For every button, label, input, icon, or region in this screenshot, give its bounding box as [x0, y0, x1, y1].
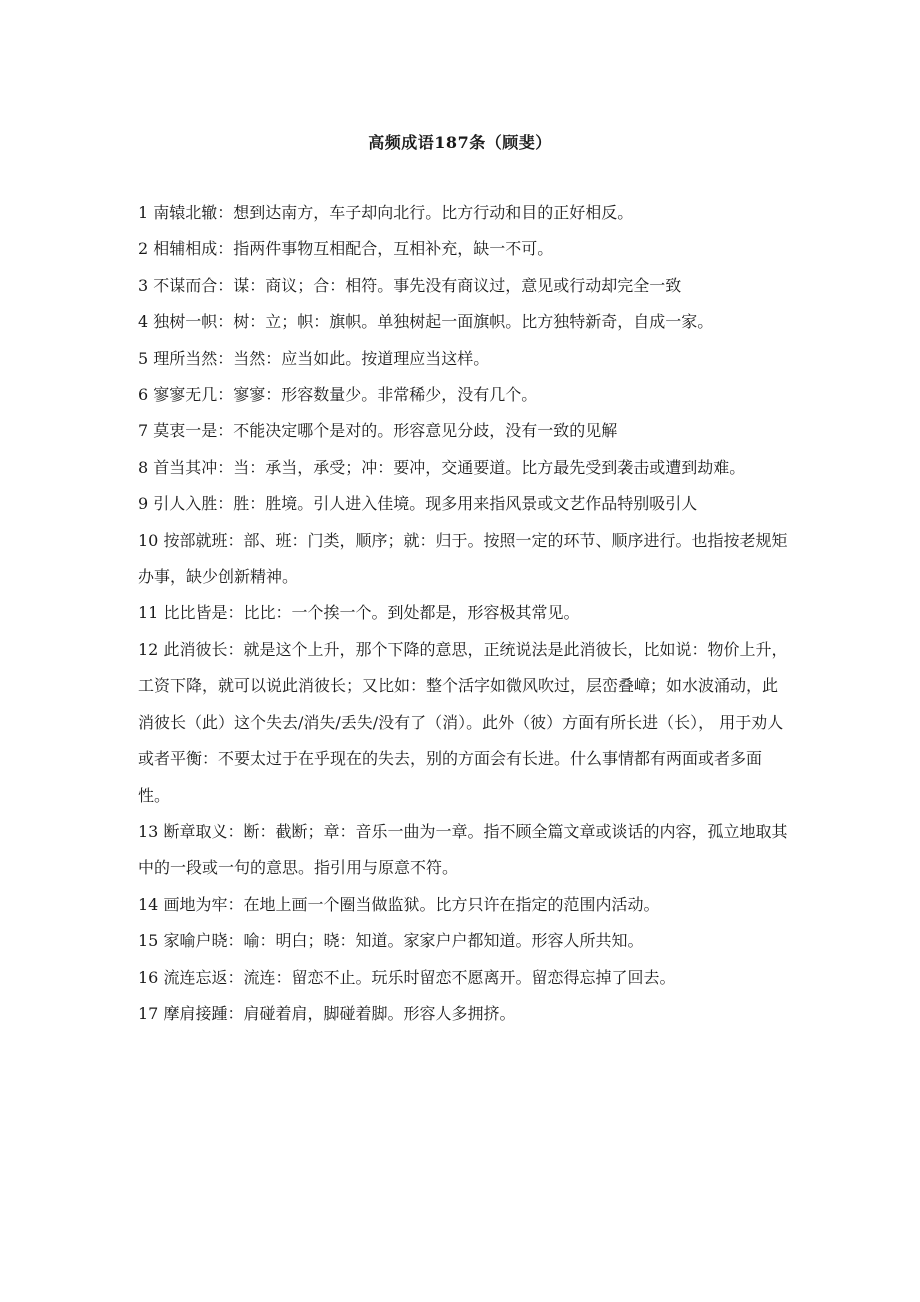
idiom-entry: 12 此消彼长：就是这个上升，那个下降的意思，正统说法是此消彼长，比如说：物价上升，工资下降，就可以说此消彼长；又比如：整个活字如微风吹过，层峦叠嶂；如水波涌动，此消彼长（此）这个失去/消失/丢失/没有了（消）。此外（彼）方面有所长进（长）， 用于劝人或者平衡：不要太过于在乎现在的失去，别的方面会有长进。什么事情都有两面或者多面性。	[138, 639, 788, 805]
idiom-entry: 14 画地为牢：在地上画一个圈当做监狱。比方只许在指定的范围内活动。	[138, 894, 660, 914]
idiom-entry: 16 流连忘返：流连：留恋不止。玩乐时留恋不愿离开。留恋得忘掉了回去。	[138, 967, 676, 987]
document-title: 高频成语187条（顾斐）	[368, 133, 552, 152]
idiom-entry: 3 不谋而合：谋：商议；合：相符。事先没有商议过，意见或行动却完全一致	[138, 275, 682, 295]
idiom-entry: 10 按部就班：部、班：门类，顺序；就：归于。按照一定的环节、顺序进行。也指按老规矩办事，缺少创新精神。	[138, 530, 788, 587]
idiom-entry: 2 相辅相成：指两件事物互相配合，互相补充，缺一不可。	[138, 239, 554, 259]
idiom-entry: 6 寥寥无几：寥寥：形容数量少。非常稀少，没有几个。	[138, 385, 538, 405]
idiom-entry: 1 南辕北辙：想到达南方，车子却向北行。比方行动和目的正好相反。	[138, 203, 634, 222]
idiom-entry: 11 比比皆是：比比：一个挨一个。到处都是，形容极其常见。	[138, 603, 580, 623]
idiom-entry: 15 家喻户晓：喻：明白；晓：知道。家家户户都知道。形容人所共知。	[138, 931, 644, 951]
idiom-entry: 13 断章取义：断：截断；章：音乐一曲为一章。指不顾全篇文章或谈话的内容，孤立地取其中的一段或一句的意思。指引用与原意不符。	[138, 821, 788, 878]
idiom-entry: 5 理所当然：当然：应当如此。按道理应当这样。	[138, 348, 490, 368]
entry-list	[138, 195, 788, 1032]
idiom-entry: 7 莫衷一是：不能决定哪个是对的。形容意见分歧，没有一致的见解	[138, 421, 618, 441]
idiom-entry: 8 首当其冲：当：承当，承受；冲：要冲，交通要道。比方最先受到袭击或遭到劫难。	[138, 457, 746, 477]
idiom-entry: 9 引人入胜：胜：胜境。引人进入佳境。现多用来指风景或文艺作品特别吸引人	[138, 494, 698, 514]
idiom-entry: 17 摩肩接踵：肩碰着肩，脚碰着脚。形容人多拥挤。	[138, 1003, 516, 1023]
idiom-entry: 4 独树一帜：树：立；帜：旗帜。单独树起一面旗帜。比方独特新奇，自成一家。	[138, 312, 714, 332]
